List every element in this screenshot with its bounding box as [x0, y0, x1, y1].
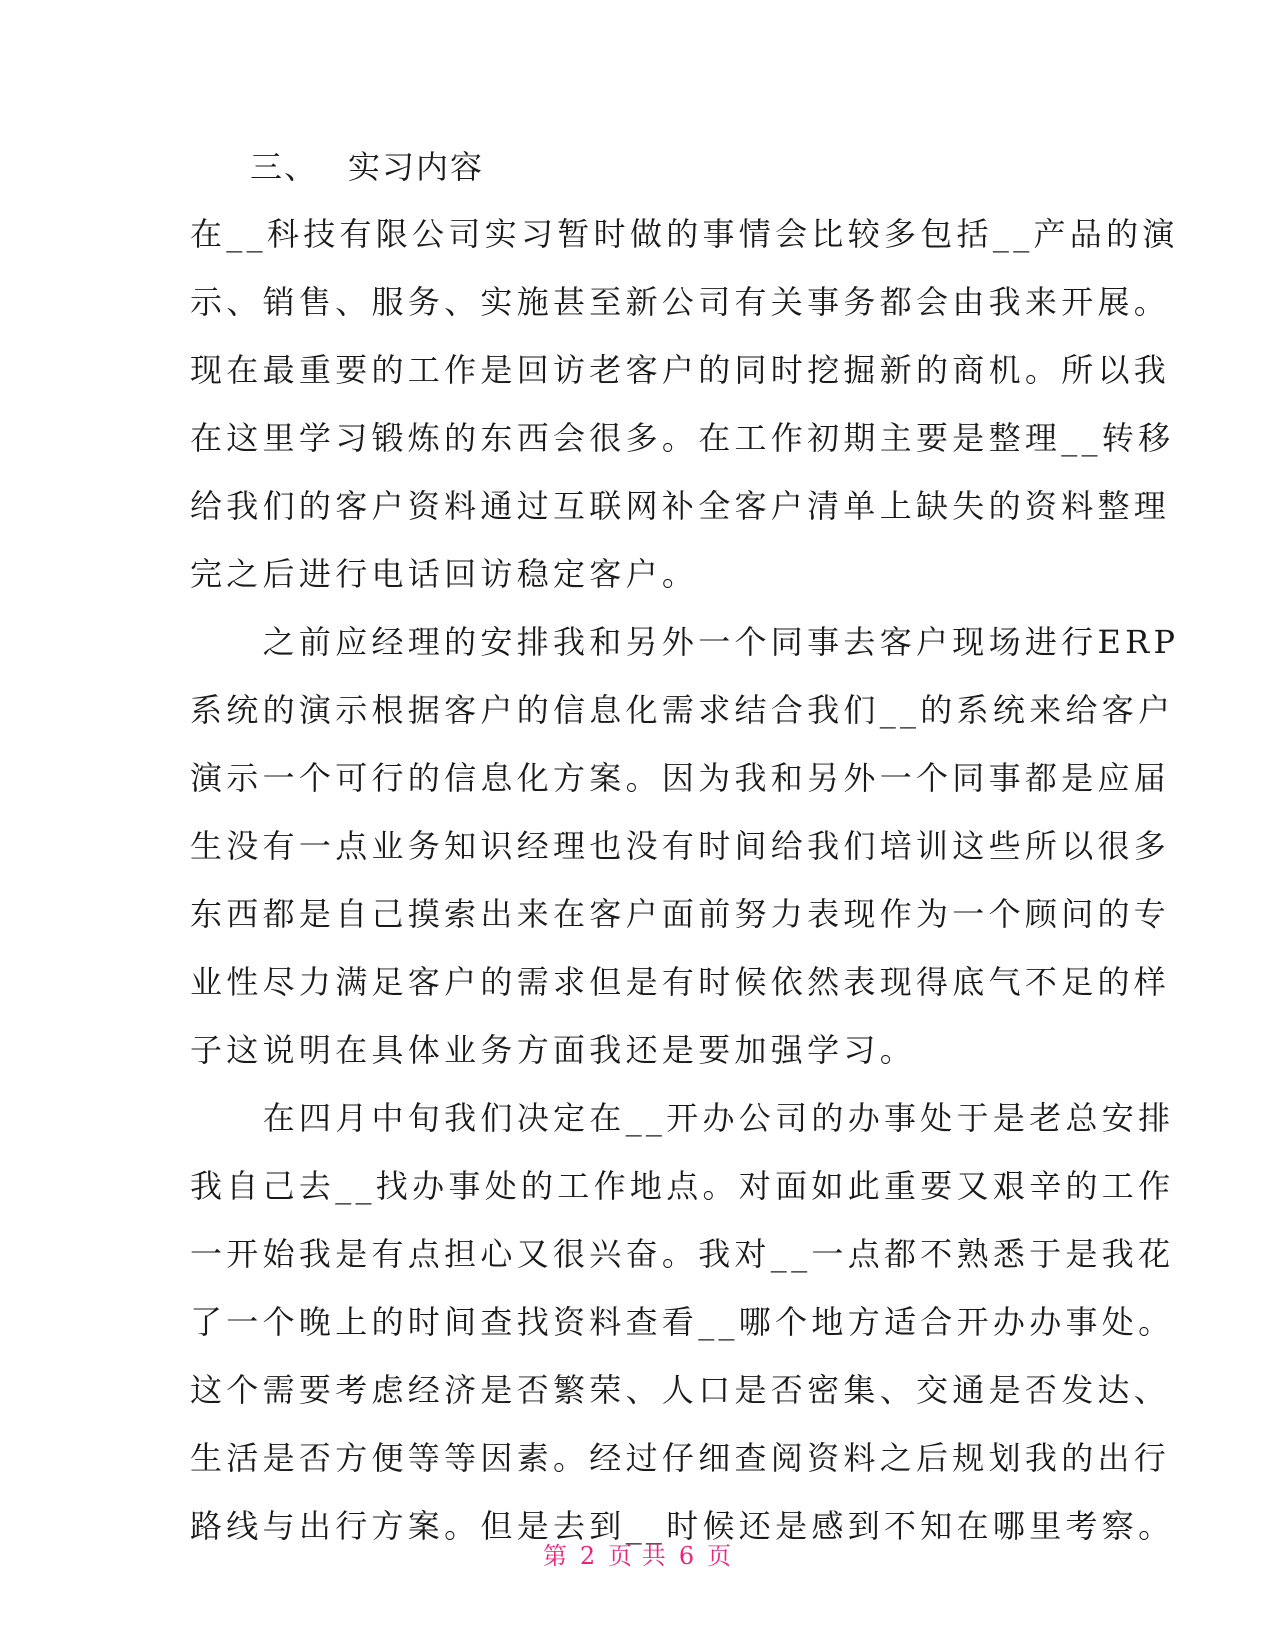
text-line: 在四月中旬我们决定在__开办公司的办事处于是老总安排	[190, 1099, 1175, 1137]
text-line: 业性尽力满足客户的需求但是有时候依然表现得底气不足的样	[190, 963, 1171, 1001]
section-heading	[250, 147, 484, 187]
footer-suffix: 页	[707, 1542, 733, 1570]
footer-middle: 页 共	[608, 1542, 667, 1570]
text-line: 这个需要考虑经济是否繁荣、人口是否密集、交通是否发达、	[190, 1371, 1171, 1409]
total-pages-number: 6	[678, 1542, 696, 1570]
footer-prefix: 第	[542, 1542, 568, 1570]
text-line: 之前应经理的安排我和另外一个同事去客户现场进行ERP	[190, 623, 1180, 661]
text-line: 给我们的客户资料通过互联网补全客户清单上缺失的资料整理	[190, 487, 1171, 525]
page-footer	[0, 1536, 1275, 1571]
body-text	[190, 200, 1180, 1560]
text-line: 路线与出行方案。但是去到__时候还是感到不知在哪里考察。	[190, 1507, 1175, 1545]
text-line: 演示一个可行的信息化方案。因为我和另外一个同事都是应届	[190, 759, 1171, 797]
text-line: 生没有一点业务知识经理也没有时间给我们培训这些所以很多	[190, 827, 1171, 865]
text-line: 一开始我是有点担心又很兴奋。我对__一点都不熟悉于是我花	[190, 1235, 1175, 1273]
text-line: 系统的演示根据客户的信息化需求结合我们__的系统来给客户	[190, 691, 1175, 729]
text-line: 在__科技有限公司实习暂时做的事情会比较多包括__产品的演	[190, 215, 1179, 253]
text-line: 东西都是自己摸索出来在客户面前努力表现作为一个顾问的专	[190, 895, 1171, 933]
text-line: 示、销售、服务、实施甚至新公司有关事务都会由我来开展。	[190, 283, 1171, 321]
section-number: 三、	[250, 148, 319, 186]
section-title: 实习内容	[348, 148, 485, 186]
current-page-number: 2	[579, 1542, 597, 1570]
text-line: 完之后进行电话回访稳定客户。	[190, 555, 699, 593]
text-line: 子这说明在具体业务方面我还是要加强学习。	[190, 1031, 917, 1069]
text-line: 我自己去__找办事处的工作地点。对面如此重要又艰辛的工作	[190, 1167, 1175, 1205]
text-line: 生活是否方便等等因素。经过仔细查阅资料之后规划我的出行	[190, 1439, 1171, 1477]
text-line: 在这里学习锻炼的东西会很多。在工作初期主要是整理__转移	[190, 419, 1175, 457]
text-line: 现在最重要的工作是回访老客户的同时挖掘新的商机。所以我	[190, 351, 1171, 389]
text-line: 了一个晚上的时间查找资料查看__哪个地方适合开办办事处。	[190, 1303, 1175, 1341]
